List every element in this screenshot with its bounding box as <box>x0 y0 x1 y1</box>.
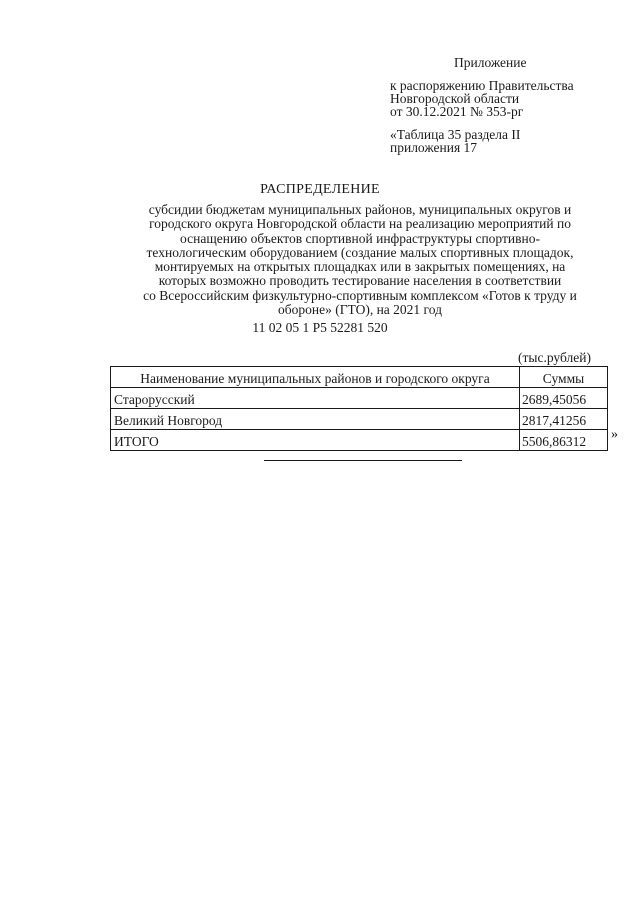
row-name: Великий Новгород <box>111 409 520 430</box>
appendix-table-ref: «Таблица 35 раздела II <box>390 127 521 142</box>
header-name: Наименование муниципальных районов и городского округа <box>111 367 520 388</box>
subtitle-line: субсидии бюджетам муниципальных районов, муниципальных округов и <box>148 202 572 217</box>
header-sum: Суммы <box>520 367 608 388</box>
document-heading: РАСПРЕДЕЛЕНИЕ <box>260 182 380 197</box>
budget-code: 11 02 05 1 P5 52281 520 <box>252 320 388 335</box>
subtitle-line: обороне» (ГТО), на 2021 год <box>278 302 442 318</box>
subtitle-line: монтируемых на открытых площадках или в закрытых помещениях, на <box>154 259 566 275</box>
appendix-line-date: от 30.12.2021 № 353-рг <box>390 104 524 119</box>
document-subtitle <box>108 203 612 317</box>
appendix-line-order: к распоряжению Правительства <box>390 78 574 93</box>
row-sum: 2689,45056 <box>520 388 608 409</box>
appendix-table-ref-annex: приложения 17 <box>390 140 478 155</box>
appendix-block <box>390 56 620 154</box>
appendix-title: Приложение <box>454 55 527 70</box>
subtitle-line: со Всероссийским физкультурно-спортивным комплексом «Готов к труду и <box>143 287 577 303</box>
total-label: ИТОГО <box>111 430 520 451</box>
subtitle-line: городского округа Новгородской области на реализацию мероприятий по <box>149 216 571 232</box>
closing-quote: » <box>611 427 618 442</box>
appendix-line-region: Новгородской области <box>390 91 520 106</box>
units-label: (тыс.рублей) <box>518 350 591 365</box>
row-sum: 2817,41256 <box>520 409 608 430</box>
table-header-row <box>111 367 608 388</box>
subtitle-line: технологическим оборудованием (создание малых спортивных площадок, <box>146 244 574 260</box>
separator-line <box>264 460 462 461</box>
subtitle-line: оснащению объектов спортивной инфраструктуры спортивно- <box>180 230 540 246</box>
subtitle-line: которых возможно проводить тестирование населения в соответствии <box>158 273 562 289</box>
distribution-table <box>110 366 608 451</box>
total-sum: 5506,86312 <box>520 430 608 451</box>
table-row <box>111 388 608 409</box>
table-row <box>111 409 608 430</box>
table-row-total <box>111 430 608 451</box>
row-name: Старорусский <box>111 388 520 409</box>
